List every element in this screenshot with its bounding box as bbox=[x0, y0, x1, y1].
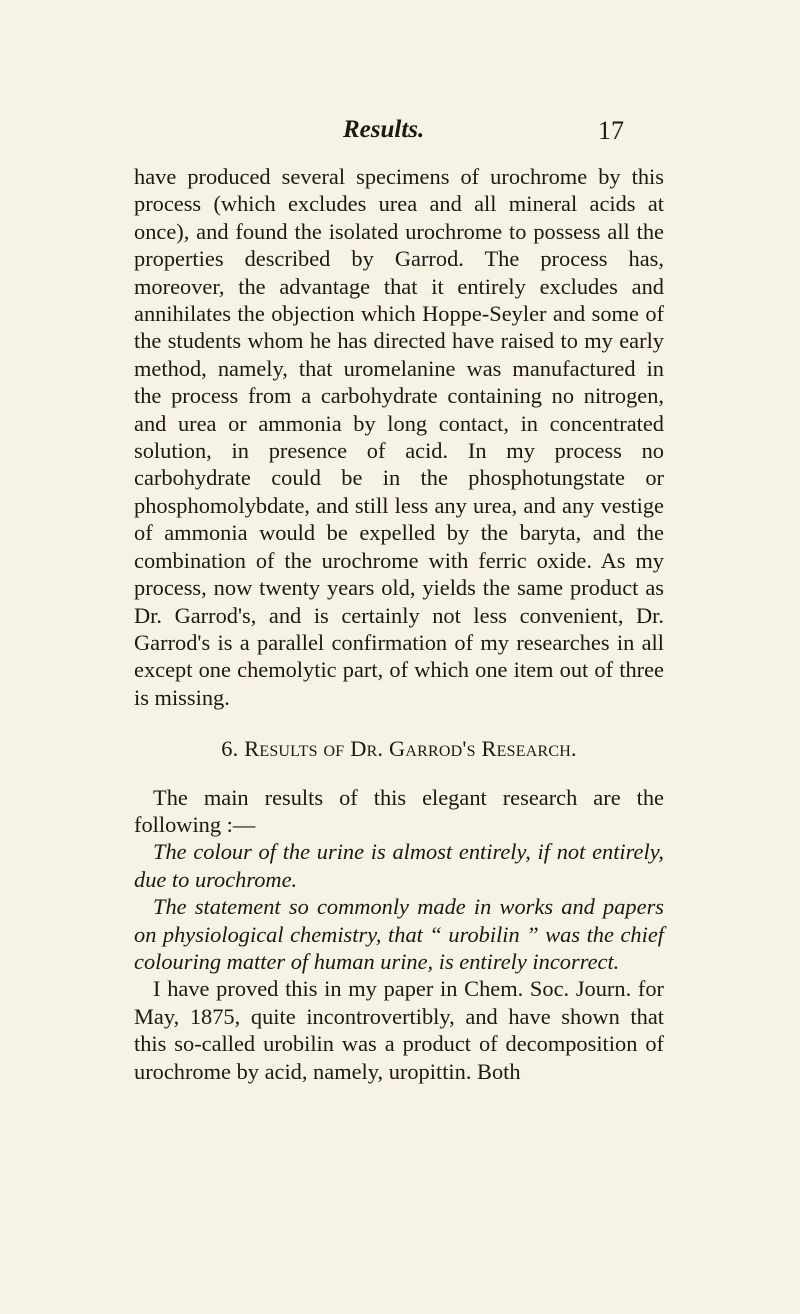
paragraph-continued: have produced several specimens of urochrome by this process (which excludes urea and all mineral acids at once), and found the isolated urochrome to possess all the properties described by Garrod. The process has, moreover, the advantage that it entirely excludes and annihilates the objection which Hoppe-Seyler and some of the students whom he has directed have raised to my early method, namely, that uromelanine was manufactured in the process from a carbohydrate containing no nitrogen, and urea or ammonia by long contact, in concentrated solution, in presence of acid. In my process no carbohydrate could be in the phosphotungstate or phosphomolybdate, and still less any urea, and any vestige of ammonia would be expelled by the baryta, and the combination of the urochrome with ferric oxide. As my process, now twenty years old, yields the same product as Dr. Garrod's, and is certainly not less convenient, Dr. Garrod's is a parallel confirmation of my researches in all except one chemolytic part, of which one item out of three is missing. bbox=[134, 164, 664, 710]
result-two: The statement so commonly made in works and papers on physiological chemistry, that “ urobilin ” was the chief colouring matter of human urine, is entirely incorrect. bbox=[134, 894, 664, 974]
section-heading bbox=[134, 735, 664, 762]
section-heading-text: 6. Results of Dr. Garrod's Research. bbox=[221, 736, 577, 762]
page-number: 17 bbox=[598, 116, 624, 145]
paragraph-proof: I have proved this in my paper in Chem. Soc. Journ. for May, 1875, quite incontrovertibly, and have shown that this so-called urobilin was a product of decomposition of urochrome by acid, namely, uropittin. Both bbox=[134, 976, 664, 1084]
body-text bbox=[134, 163, 664, 1085]
paragraph-intro: The main results of this elegant research are the following :— bbox=[134, 784, 664, 837]
running-head bbox=[0, 116, 800, 152]
running-title: Results. bbox=[343, 116, 425, 143]
result-one: The colour of the urine is almost entirely, if not entirely, due to urochrome. bbox=[134, 839, 664, 892]
